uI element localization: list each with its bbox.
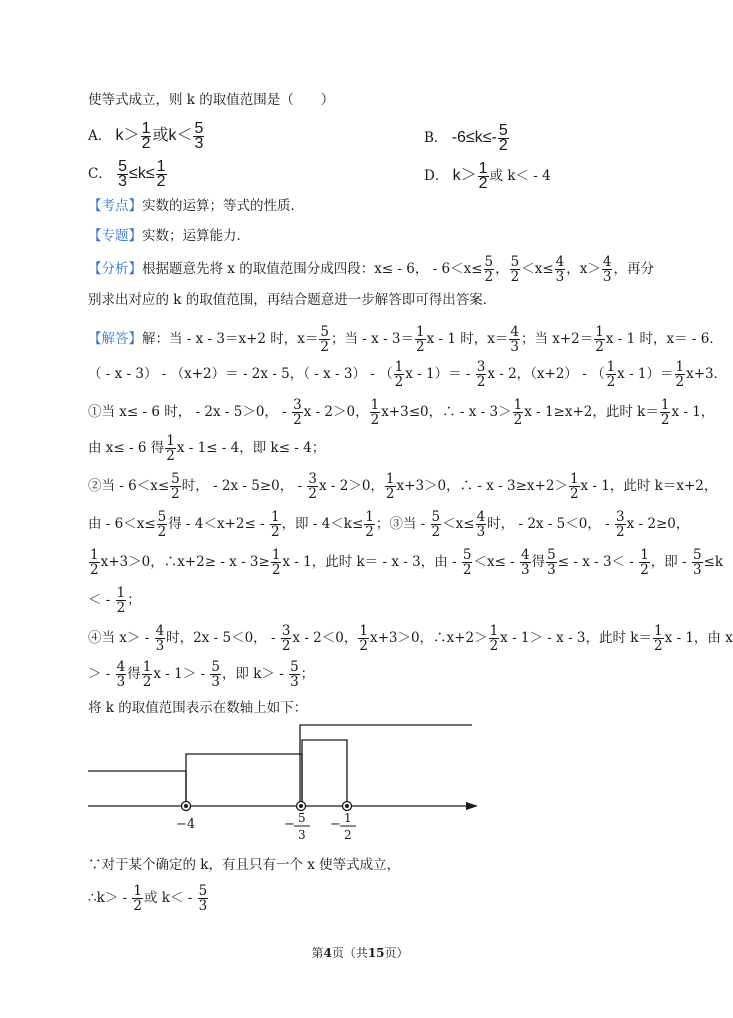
option-d[interactable]: D． k＞ $\frac{1}{2}$ 或 k＜ - 4 (424, 160, 551, 192)
page-footer: 第4页（共15页） (311, 946, 409, 960)
axis-arrow (466, 802, 478, 810)
tick-label-neg5over3-num: 5 (298, 811, 306, 825)
number-line-diagram (0, 718, 720, 848)
page-number: 4 (323, 946, 332, 960)
option-row-cd (88, 158, 680, 192)
jieda-line4: 由 x≤ - 6 得 $\frac{1}{2}$ x - 1≤ - 4，即 k≤ - 4； (88, 433, 326, 464)
region-gt-neg5over3 (300, 725, 472, 806)
tick-label-neg1over2-den: 2 (344, 828, 352, 842)
kaodian-tag: 【考点】 (88, 198, 142, 214)
jieda-line3: ①当 x≤ - 6 时， - 2x - 5＞0， - $\frac{3}{2}$ x - 2＞0， $\frac{1}{2}$ x+3≤0，∴ - x - 3＞ $\frac{1}{2}$ x - 1≥x+2，此时 k＝ $\frac{1}{2}$ x - 1， (88, 397, 715, 428)
page-total: 15 (367, 946, 385, 960)
jieda-line1: 【解答】解：当 - x - 3＝x+2 时，x＝ $\frac{5}{2}$ ；当 - x - 3＝ $\frac{1}{2}$ x - 1 时，x＝ $\frac{4}{3}$ ；当 x+2＝ $\frac{1}{2}$ x - 1 时，x＝ - 6． (88, 324, 723, 355)
tick-label-neg1over2-sign: − (330, 817, 341, 832)
tick-label-neg5over3-den: 3 (298, 828, 306, 842)
jieda-line10: ＞ - $\frac{4}{3}$ 得 $\frac{1}{2}$ x - 1＞ - $\frac{5}{3}$ ，即 k＞ - $\frac{5}{3}$ ； (88, 659, 315, 690)
jieda-line9: ④当 x＞ - $\frac{4}{3}$ 时，2x - 5＜0， - $\frac{3}{2}$ x - 2＜0， $\frac{1}{2}$ x+3＞0，∴x+2＞ $\frac{1}{2}$ x - 1＞ - x - 3，此时 k＝ $\frac{1}{2}$ x - 1，由 x (88, 623, 733, 654)
point-neg5over3 (297, 802, 306, 811)
jieda-tag: 【解答】 (88, 331, 142, 347)
jieda-line5: ②当 - 6＜x≤ $\frac{5}{2}$ 时， - 2x - 5≥0， - $\frac{3}{2}$ x - 2＞0， $\frac{1}{2}$ x+3＞0，∴ - x - 3≥x+2＞ $\frac{1}{2}$ x - 1，此时 k＝x+2， (88, 471, 718, 502)
jieda-line8: ＜ - $\frac{1}{2}$ ； (88, 585, 141, 616)
fenxi-tag: 【分析】 (88, 261, 142, 277)
jieda-line6: 由 - 6＜x≤ $\frac{5}{2}$ 得 - 4＜x+2≤ - $\frac{1}{2}$ ，即 - 4＜k≤ $\frac{1}{2}$ ；③当 - $\frac{5}{2}$ ＜x≤ $\frac{4}{3}$ 时， - 2x - 5＜0， - $\frac{3}{2}$ x - 2≥0， (88, 509, 690, 540)
region-le-neg4 (88, 771, 186, 806)
frac-a1: $\frac{1}{2}$ (141, 120, 151, 152)
jieda-line13: ∴k＞ - $\frac{1}{2}$ 或 k＜ - $\frac{5}{3}$ (88, 883, 208, 914)
region-neg5over3-to-neg1over2 (302, 740, 347, 806)
jieda-line12: ∵对于某个确定的 k，有且只有一个 x 使等式成立， (88, 857, 401, 873)
zhuanti-tag: 【专题】 (88, 228, 142, 244)
question-stem: 使等式成立，则 k 的取值范围是（ ） (88, 92, 335, 108)
option-row-ab (88, 120, 680, 154)
frac-b1: $\frac{5}{2}$ (498, 122, 508, 154)
jieda-line2: （ - x - 3） - （x+2）＝ - 2x - 5，（ - x - 3） - （ $\frac{1}{2}$ x - 1）＝ - $\frac{3}{2}$ x - 2，（x+2） - （ $\frac{1}{2}$ x - 1）＝ $\frac{1}{2}$ x+3． (88, 359, 728, 390)
jieda-line7: $\frac{1}{2}$ x+3＞0，∴x+2≥ - x - 3≥ $\frac{1}{2}$ x - 1，此时 k＝ - x - 3，由 - $\frac{5}{2}$ ＜x≤ - $\frac{4}{3}$ 得 $\frac{5}{3}$ ≤ - x - 3＜ - $\frac{1}{2}$ ，即 - $\frac{5}{3}$ ≤k (90, 547, 724, 578)
fenxi-line2: 别求出对应的 k 的取值范围，再结合题意进一步解答即可得出答案． (88, 292, 497, 308)
jieda-line11: 将 k 的取值范围表示在数轴上如下： (88, 700, 308, 716)
fenxi-line1: 【分析】根据题意先将 x 的取值范围分成四段：x≤ - 6， - 6＜x≤ $\frac{5}{2}$ ， $\frac{5}{2}$ ＜x≤ $\frac{4}{3}$ ，x＞ $\frac{4}{3}$ ，再分 (88, 254, 654, 285)
option-b[interactable]: B． -6≤k≤- $\frac{5}{2}$ (424, 122, 508, 154)
kaodian: 【考点】实数的运算；等式的性质． (88, 198, 304, 214)
frac-a2: $\frac{5}{3}$ (194, 120, 204, 152)
point-neg1over2 (343, 802, 352, 811)
zhuanti: 【专题】实数；运算能力． (88, 228, 250, 244)
frac-d1: $\frac{1}{2}$ (478, 160, 488, 192)
option-a[interactable]: A． k＞ $\frac{1}{2}$ 或k＜ $\frac{5}{3}$ (88, 120, 204, 152)
point-neg4 (182, 802, 191, 811)
option-c[interactable]: C． $\frac{5}{3}$ ≤k≤ $\frac{1}{2}$ (88, 158, 166, 190)
region-neg4-to-neg5over3 (186, 754, 302, 806)
frac-c1: $\frac{5}{3}$ (118, 158, 128, 190)
tick-label-neg4: −4 (176, 817, 196, 832)
tick-label-neg5over3-sign: − (284, 817, 295, 832)
frac-c2: $\frac{1}{2}$ (156, 158, 166, 190)
tick-label-neg1over2-num: 1 (344, 811, 352, 825)
